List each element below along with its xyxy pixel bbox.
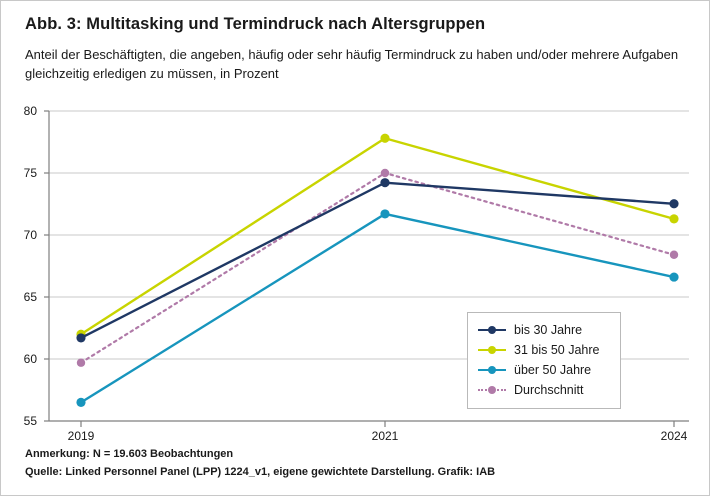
y-tick-label: 80 bbox=[23, 104, 37, 118]
chart-source: Quelle: Linked Personnel Panel (LPP) 1224_v1, eigene gewichtete Darstellung. Grafik: IAB bbox=[25, 466, 496, 478]
legend-item-ueber-50-jahre[interactable] bbox=[478, 360, 608, 380]
x-tick-label: 2019 bbox=[67, 429, 95, 443]
x-tick-label: 2024 bbox=[660, 429, 688, 443]
legend-label: bis 30 Jahre bbox=[514, 323, 583, 337]
series-31-bis-50-jahre bbox=[76, 134, 678, 339]
legend-label: 31 bis 50 Jahre bbox=[514, 343, 600, 357]
legend-swatch-durchschnitt bbox=[478, 384, 506, 396]
y-tick-label: 75 bbox=[23, 166, 37, 180]
chart-note: Anmerkung: N = 19.603 Beobachtungen bbox=[25, 448, 234, 460]
chart-svg bbox=[1, 1, 710, 496]
y-tick-label: 70 bbox=[23, 228, 37, 242]
legend-item-bis-30-jahre[interactable] bbox=[478, 320, 608, 340]
chart-plot-area bbox=[1, 1, 710, 496]
y-tick-label: 55 bbox=[23, 414, 37, 428]
legend-label: Durchschnitt bbox=[514, 383, 584, 397]
legend-swatch-ueber-50-jahre bbox=[478, 364, 506, 376]
chart-subtitle: Anteil der Beschäftigten, die angeben, häufig oder sehr häufig Termindruck zu haben und/oder mehrere Aufgaben gleichzeitig erledigen zu müssen, in Prozent bbox=[25, 47, 679, 81]
legend-swatch-31-bis-50-jahre bbox=[478, 344, 506, 356]
y-tick-label: 60 bbox=[23, 352, 37, 366]
chart-legend bbox=[467, 312, 621, 409]
page-title: Abb. 3: Multitasking und Termindruck nach Altersgruppen bbox=[25, 15, 486, 33]
x-tick-label: 2021 bbox=[371, 429, 399, 443]
legend-label: über 50 Jahre bbox=[514, 363, 592, 377]
legend-item-31-bis-50-jahre[interactable] bbox=[478, 340, 608, 360]
y-tick-label: 65 bbox=[23, 290, 37, 304]
legend-swatch-bis-30-jahre bbox=[478, 324, 506, 336]
legend-item-durchschnitt[interactable] bbox=[478, 380, 608, 400]
